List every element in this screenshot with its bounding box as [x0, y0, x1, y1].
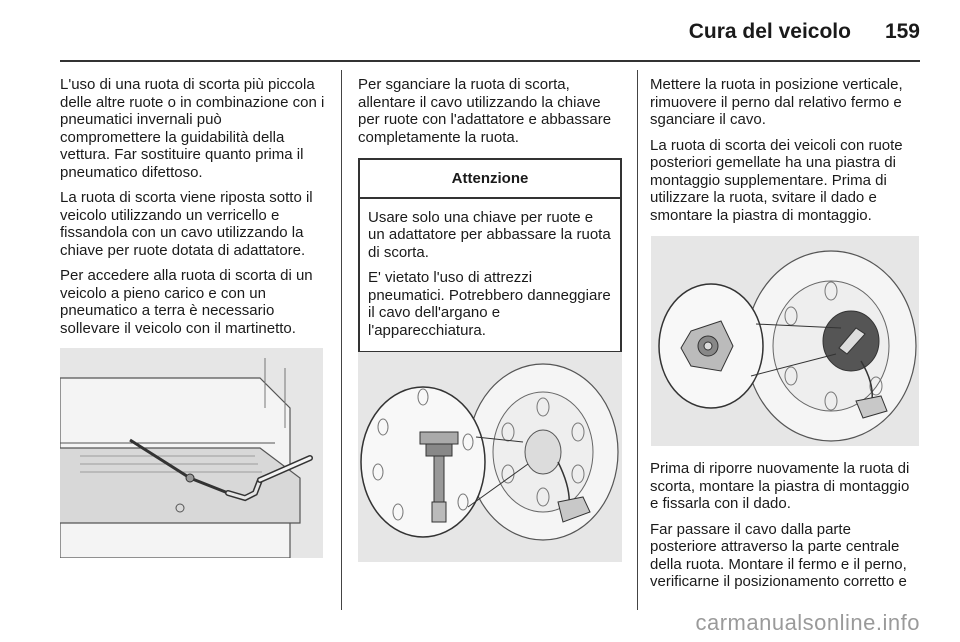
warning-body: [360, 199, 620, 352]
column-3: [650, 76, 920, 232]
warning-title: Attenzione: [360, 160, 620, 199]
mounting-plate-drawing: [651, 236, 919, 446]
section-title: Cura del veicolo: [688, 20, 851, 43]
header-rule: [60, 60, 920, 62]
paragraph: La ruota di scorta viene riposta sotto il veicolo utilizzando un verricello e fissandola con un cavo utilizzando la chiave per ruote dotata di adattatore.: [60, 189, 313, 259]
paragraph: L'uso di una ruota di scorta più piccola delle altre ruote o in combinazione con i pneumatici invernali può compromettere la guidabilità della vettura. Far sostituire quanto prima il pneumatico difettoso.: [60, 76, 325, 181]
column-2: [358, 76, 622, 353]
paragraph: Mettere la ruota in posizione verticale, rimuovere il perno dal relativo fermo e sganciare il cavo.: [650, 76, 903, 128]
paragraph: Per sganciare la ruota di scorta, allentare il cavo utilizzando la chiave per ruote con l'adattatore e abbassare completamente la ruota.: [358, 76, 612, 146]
illustration-spare-wheel-adapter: [358, 352, 622, 562]
column-1: [60, 76, 326, 345]
watermark: carmanualsonline.info: [695, 610, 920, 635]
paragraph: Per accedere alla ruota di scorta di un veicolo a pieno carico e con un pneumatico a terra è necessario sollevare il veicolo con il martinetto.: [60, 267, 313, 337]
column-divider-1: [341, 70, 342, 610]
jack-wrench-drawing: [60, 348, 323, 558]
page-number: 159: [884, 20, 920, 43]
illustration-mounting-plate: [651, 236, 919, 446]
warning-paragraph: E' vietato l'uso di attrezzi pneumatici. Potrebbero danneggiare il cavo dell'argano e l'apparecchiatura.: [368, 269, 611, 339]
warning-paragraph: Usare solo una chiave per ruote e un adattatore per abbassare la ruota di scorta.: [368, 208, 611, 261]
paragraph: Prima di riporre nuovamente la ruota di scorta, montare la piastra di montaggio e fissarla con il dado.: [650, 460, 910, 512]
column-3-bottom: [650, 460, 920, 599]
illustration-jack-wrench: [60, 348, 323, 558]
warning-box: [358, 158, 622, 353]
paragraph: La ruota di scorta dei veicoli con ruote posteriori gemellate ha una piastra di montaggio supplementare. Prima di utilizzare la ruota, svitare il dado e smontare la piastra di montaggio.: [650, 136, 903, 224]
column-divider-2: [637, 70, 638, 610]
spare-wheel-adapter-drawing: [358, 352, 622, 562]
paragraph: Far passare il cavo dalla parte posteriore attraverso la parte centrale della ruota. Montare il fermo e il perno, verificarne il posizionamento corretto e: [650, 520, 907, 590]
page-header: [60, 14, 920, 50]
